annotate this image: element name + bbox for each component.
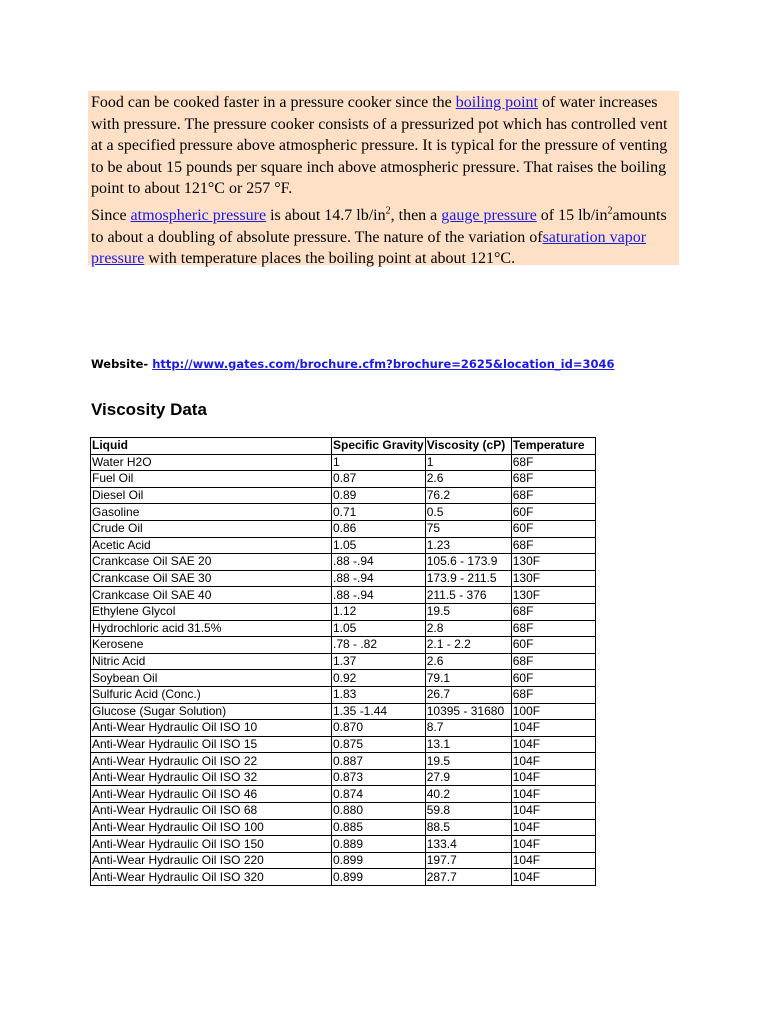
table-cell: 75: [425, 520, 511, 537]
table-cell: Acetic Acid: [91, 537, 332, 554]
table-row: [91, 653, 596, 670]
table-cell: Anti-Wear Hydraulic Oil ISO 150: [91, 836, 332, 853]
table-cell: 0.5: [425, 504, 511, 521]
table-cell: 59.8: [425, 803, 511, 820]
website-label: Website-: [91, 357, 149, 371]
table-cell: 105.6 - 173.9: [425, 554, 511, 571]
table-cell: Hydrochloric acid 31.5%: [91, 620, 332, 637]
table-cell: 287.7: [425, 869, 511, 886]
table-cell: 0.885: [332, 819, 426, 836]
text-span: is about 14.7 lb/in: [266, 207, 386, 224]
table-cell: Anti-Wear Hydraulic Oil ISO 68: [91, 803, 332, 820]
table-row: [91, 670, 596, 687]
table-row: [91, 537, 596, 554]
table-cell: 1: [332, 454, 426, 471]
table-cell: Glucose (Sugar Solution): [91, 703, 332, 720]
table-cell: Ethylene Glycol: [91, 603, 332, 620]
table-row: [91, 852, 596, 869]
table-cell: 0.899: [332, 852, 426, 869]
viscosity-table: [90, 437, 596, 886]
table-row: [91, 603, 596, 620]
table-cell: 68F: [511, 471, 595, 488]
table-cell: 0.875: [332, 736, 426, 753]
table-cell: 1.37: [332, 653, 426, 670]
table-row: [91, 703, 596, 720]
table-cell: Crankcase Oil SAE 20: [91, 554, 332, 571]
superscript: 2: [607, 205, 613, 217]
website-url-link[interactable]: http://www.gates.com/brochure.cfm?brochure=2625&location_id=3046: [152, 357, 615, 371]
table-cell: 88.5: [425, 819, 511, 836]
table-cell: 104F: [511, 769, 595, 786]
table-cell: 2.8: [425, 620, 511, 637]
table-header-row: [91, 438, 596, 455]
table-row: [91, 803, 596, 820]
text-span: Food can be cooked faster in a pressure cooker since the: [91, 94, 456, 111]
table-row: [91, 570, 596, 587]
table-cell: Anti-Wear Hydraulic Oil ISO 10: [91, 720, 332, 737]
table-cell: 104F: [511, 852, 595, 869]
table-cell: 104F: [511, 819, 595, 836]
table-cell: 8.7: [425, 720, 511, 737]
table-row: [91, 786, 596, 803]
table-row: [91, 554, 596, 571]
table-body: [91, 454, 596, 885]
table-cell: 60F: [511, 670, 595, 687]
table-cell: Gasoline: [91, 504, 332, 521]
table-cell: 26.7: [425, 686, 511, 703]
table-cell: 104F: [511, 786, 595, 803]
table-cell: 0.880: [332, 803, 426, 820]
column-header: Specific Gravity: [333, 438, 424, 453]
table-cell: 1: [425, 454, 511, 471]
table-cell: 130F: [511, 587, 595, 604]
table-cell: Soybean Oil: [91, 670, 332, 687]
table-cell: 1.35 -1.44: [332, 703, 426, 720]
table-cell: 68F: [511, 686, 595, 703]
table-cell: 19.5: [425, 603, 511, 620]
table-row: [91, 736, 596, 753]
table-cell: 27.9: [425, 769, 511, 786]
table-cell: 0.87: [332, 471, 426, 488]
table-cell: 0.899: [332, 869, 426, 886]
table-row: [91, 819, 596, 836]
table-cell: 0.92: [332, 670, 426, 687]
table-cell: Anti-Wear Hydraulic Oil ISO 22: [91, 753, 332, 770]
column-header: Viscosity (cP): [425, 438, 511, 455]
table-cell: 2.1 - 2.2: [425, 637, 511, 654]
table-cell: Anti-Wear Hydraulic Oil ISO 46: [91, 786, 332, 803]
table-cell: 0.887: [332, 753, 426, 770]
table-cell: Kerosene: [91, 637, 332, 654]
table-cell: 68F: [511, 653, 595, 670]
table-cell: Anti-Wear Hydraulic Oil ISO 220: [91, 852, 332, 869]
table-row: [91, 504, 596, 521]
table-cell: 0.873: [332, 769, 426, 786]
table-cell: 1.12: [332, 603, 426, 620]
table-cell: 13.1: [425, 736, 511, 753]
column-header: Liquid: [91, 438, 332, 455]
table-row: [91, 471, 596, 488]
table-cell: .78 - .82: [332, 637, 426, 654]
table-row: [91, 686, 596, 703]
table-cell: 133.4: [425, 836, 511, 853]
table-cell: .88 -.94: [332, 554, 426, 571]
text-span: , then a: [390, 207, 442, 224]
saturation-vapor-pressure-link[interactable]: saturation vapor pressure: [91, 228, 647, 267]
table-cell: 2.6: [425, 653, 511, 670]
table-cell: Fuel Oil: [91, 471, 332, 488]
table-cell: Anti-Wear Hydraulic Oil ISO 15: [91, 736, 332, 753]
table-cell: 10395 - 31680: [425, 703, 511, 720]
table-cell: 130F: [511, 554, 595, 571]
table-cell: 60F: [511, 504, 595, 521]
table-cell: 68F: [511, 603, 595, 620]
table-cell: 1.05: [332, 620, 426, 637]
table-cell: .88 -.94: [332, 587, 426, 604]
table-cell: 40.2: [425, 786, 511, 803]
atmospheric-pressure-link[interactable]: atmospheric pressure: [130, 207, 267, 224]
table-cell: Anti-Wear Hydraulic Oil ISO 32: [91, 769, 332, 786]
text-span: Since: [91, 207, 131, 224]
section-title: Viscosity Data: [91, 400, 207, 419]
table-cell: 76.2: [425, 487, 511, 504]
table-cell: Anti-Wear Hydraulic Oil ISO 100: [91, 819, 332, 836]
table-cell: Diesel Oil: [91, 487, 332, 504]
table-cell: 173.9 - 211.5: [425, 570, 511, 587]
table-cell: 68F: [511, 454, 595, 471]
table-cell: 104F: [511, 803, 595, 820]
table-cell: 100F: [511, 703, 595, 720]
table-row: [91, 587, 596, 604]
table-cell: 211.5 - 376: [425, 587, 511, 604]
table-cell: 104F: [511, 720, 595, 737]
table-row: [91, 769, 596, 786]
table-cell: Crude Oil: [91, 520, 332, 537]
table-cell: 1.05: [332, 537, 426, 554]
table-cell: 0.874: [332, 786, 426, 803]
table-row: [91, 487, 596, 504]
table-cell: .88 -.94: [332, 570, 426, 587]
table-cell: 68F: [511, 487, 595, 504]
text-span: of water increases with pressure. The pressure cooker consists of a pressurized pot which has controlled vent at a specified pressure above atmospheric pressure. It is typical for the pressure of venting to be about 15 pounds per square inch above atmospheric pressure. That raises the boiling point to about 121°C or 257 °F.: [91, 94, 668, 197]
table-cell: 0.889: [332, 836, 426, 853]
text-span: amounts to about a doubling of absolute pressure. The nature of the variation of: [91, 207, 667, 246]
table-row: [91, 836, 596, 853]
table-row: [91, 520, 596, 537]
table-cell: 0.89: [332, 487, 426, 504]
table-cell: 68F: [511, 537, 595, 554]
table-cell: 1.23: [425, 537, 511, 554]
table-cell: 104F: [511, 836, 595, 853]
table-cell: 0.86: [332, 520, 426, 537]
website-line: [91, 357, 614, 371]
table-cell: 2.6: [425, 471, 511, 488]
table-cell: 68F: [511, 620, 595, 637]
table-cell: Water H2O: [91, 454, 332, 471]
table-row: [91, 753, 596, 770]
table-cell: 0.870: [332, 720, 426, 737]
intro-paragraph-2: [91, 205, 679, 270]
superscript: 2: [385, 205, 391, 217]
table-cell: Crankcase Oil SAE 30: [91, 570, 332, 587]
text-span: of 15 lb/in: [536, 207, 608, 224]
table-row: [91, 637, 596, 654]
table-cell: 60F: [511, 637, 595, 654]
table-row: [91, 454, 596, 471]
text-span: with temperature places the boiling point at about 121°C.: [144, 250, 516, 267]
table-cell: 104F: [511, 753, 595, 770]
table-row: [91, 869, 596, 886]
table-cell: Anti-Wear Hydraulic Oil ISO 320: [91, 869, 332, 886]
table-cell: Crankcase Oil SAE 40: [91, 587, 332, 604]
table-cell: 104F: [511, 869, 595, 886]
table-cell: 104F: [511, 736, 595, 753]
table-cell: Sulfuric Acid (Conc.): [91, 686, 332, 703]
table-cell: 130F: [511, 570, 595, 587]
table-cell: Nitric Acid: [91, 653, 332, 670]
intro-paragraph-1: [91, 92, 679, 200]
table-cell: 1.83: [332, 686, 426, 703]
table-row: [91, 620, 596, 637]
table-cell: 197.7: [425, 852, 511, 869]
gauge-pressure-link[interactable]: gauge pressure: [441, 207, 537, 224]
table-cell: 19.5: [425, 753, 511, 770]
table-cell: 0.71: [332, 504, 426, 521]
table-row: [91, 720, 596, 737]
column-header: Temperature: [511, 438, 595, 455]
table-cell: 60F: [511, 520, 595, 537]
table-cell: 79.1: [425, 670, 511, 687]
boiling-point-link[interactable]: boiling point: [455, 94, 538, 111]
